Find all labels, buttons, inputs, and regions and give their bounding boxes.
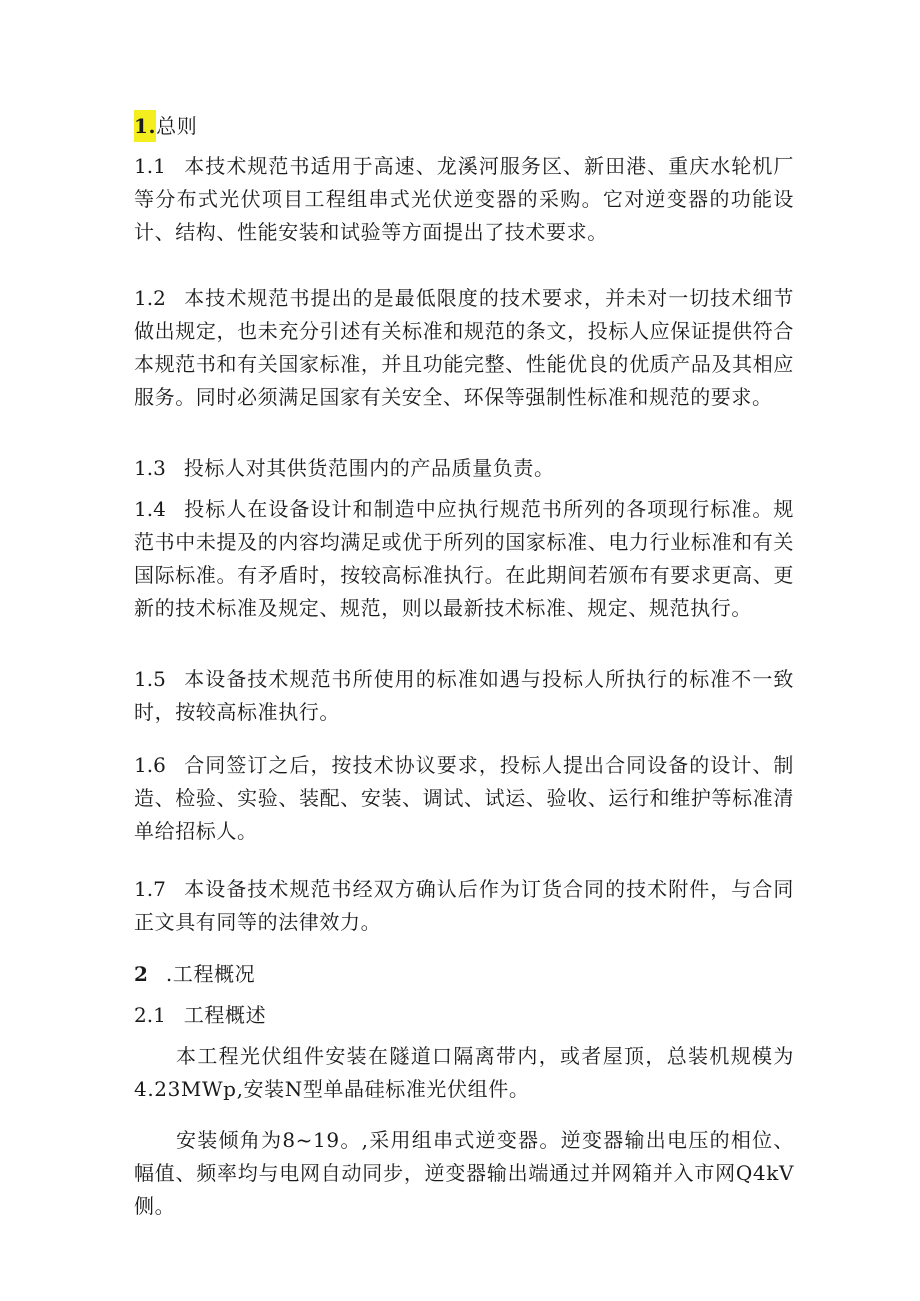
clause-1-3-text: 投标人对其供货范围内的产品质量负责。 [183, 456, 555, 480]
subsection-2-1-paragraph-2: 安装倾角为8~19。,采用组串式逆变器。逆变器输出电压的相位、幅值、频率均与电网自动同步，逆变器输出端通过并网箱并入市网Q4kV侧。 [134, 1128, 794, 1218]
clause-1-1-text: 本技术规范书适用于高速、龙溪河服务区、新田港、重庆水轮机厂等分布式光伏项目工程组串式光伏逆变器的采购。它对逆变器的功能设计、结构、性能安装和试验等方面提出了技术要求。 [134, 154, 794, 244]
section-2-number: 2 [134, 962, 148, 986]
clause-1-5-text: 本设备技术规范书所使用的标准如遇与投标人所执行的标准不一致时，按较高标准执行。 [134, 667, 794, 724]
clause-1-6-number: 1.6 [134, 753, 166, 777]
subsection-2-1-title: 工程概述 [183, 1003, 267, 1027]
clause-1-7 [134, 873, 794, 939]
section-2-title: .工程概况 [165, 962, 256, 986]
clause-1-4 [134, 493, 794, 625]
clause-1-6 [134, 749, 794, 848]
clause-1-5 [134, 663, 794, 729]
clause-1-7-number: 1.7 [134, 877, 166, 901]
clause-1-6-text: 合同签订之后，按技术协议要求，投标人提出合同设备的设计、制造、检验、实验、装配、安装、调试、试运、验收、运行和维护等标准清单给招标人。 [134, 753, 794, 843]
clause-1-4-number: 1.4 [134, 497, 166, 521]
clause-1-2-number: 1.2 [134, 286, 166, 310]
section-1-heading [134, 110, 794, 143]
clause-1-4-text: 投标人在设备设计和制造中应执行规范书所列的各项现行标准。规范书中未提及的内容均满足或优于所列的国家标准、电力行业标准和有关国际标准。有矛盾时，按较高标准执行。在此期间若颁布有要求更高、更新的技术标准及规定、规范，则以最新技术标准、规定、规范执行。 [134, 497, 794, 620]
clause-1-1-number: 1.1 [134, 154, 166, 178]
clause-1-7-text: 本设备技术规范书经双方确认后作为订货合同的技术附件，与合同正文具有同等的法律效力。 [134, 877, 794, 934]
clause-1-2 [134, 282, 794, 414]
clause-1-5-number: 1.5 [134, 667, 166, 691]
section-1-title: 总则 [156, 114, 198, 138]
section-2-heading [134, 958, 794, 991]
clause-1-3-number: 1.3 [134, 456, 166, 480]
subsection-2-1-heading [134, 999, 794, 1032]
clause-1-1 [134, 150, 794, 249]
subsection-2-1-paragraph-1: 本工程光伏组件安装在隧道口隔离带内，或者屋顶，总装机规模为4.23MWp,安装N型单晶硅标准光伏组件。 [134, 1044, 794, 1101]
clause-1-3 [134, 452, 794, 485]
clause-1-2-text: 本技术规范书提出的是最低限度的技术要求，并未对一切技术细节做出规定，也未充分引述有关标准和规范的条文，投标人应保证提供符合本规范书和有关国家标准，并且功能完整、性能优良的优质产品及其相应服务。同时必须满足国家有关安全、环保等强制性标准和规范的要求。 [134, 286, 794, 409]
subsection-2-1-number: 2.1 [134, 1003, 166, 1027]
section-1-number: 1. [134, 110, 156, 142]
